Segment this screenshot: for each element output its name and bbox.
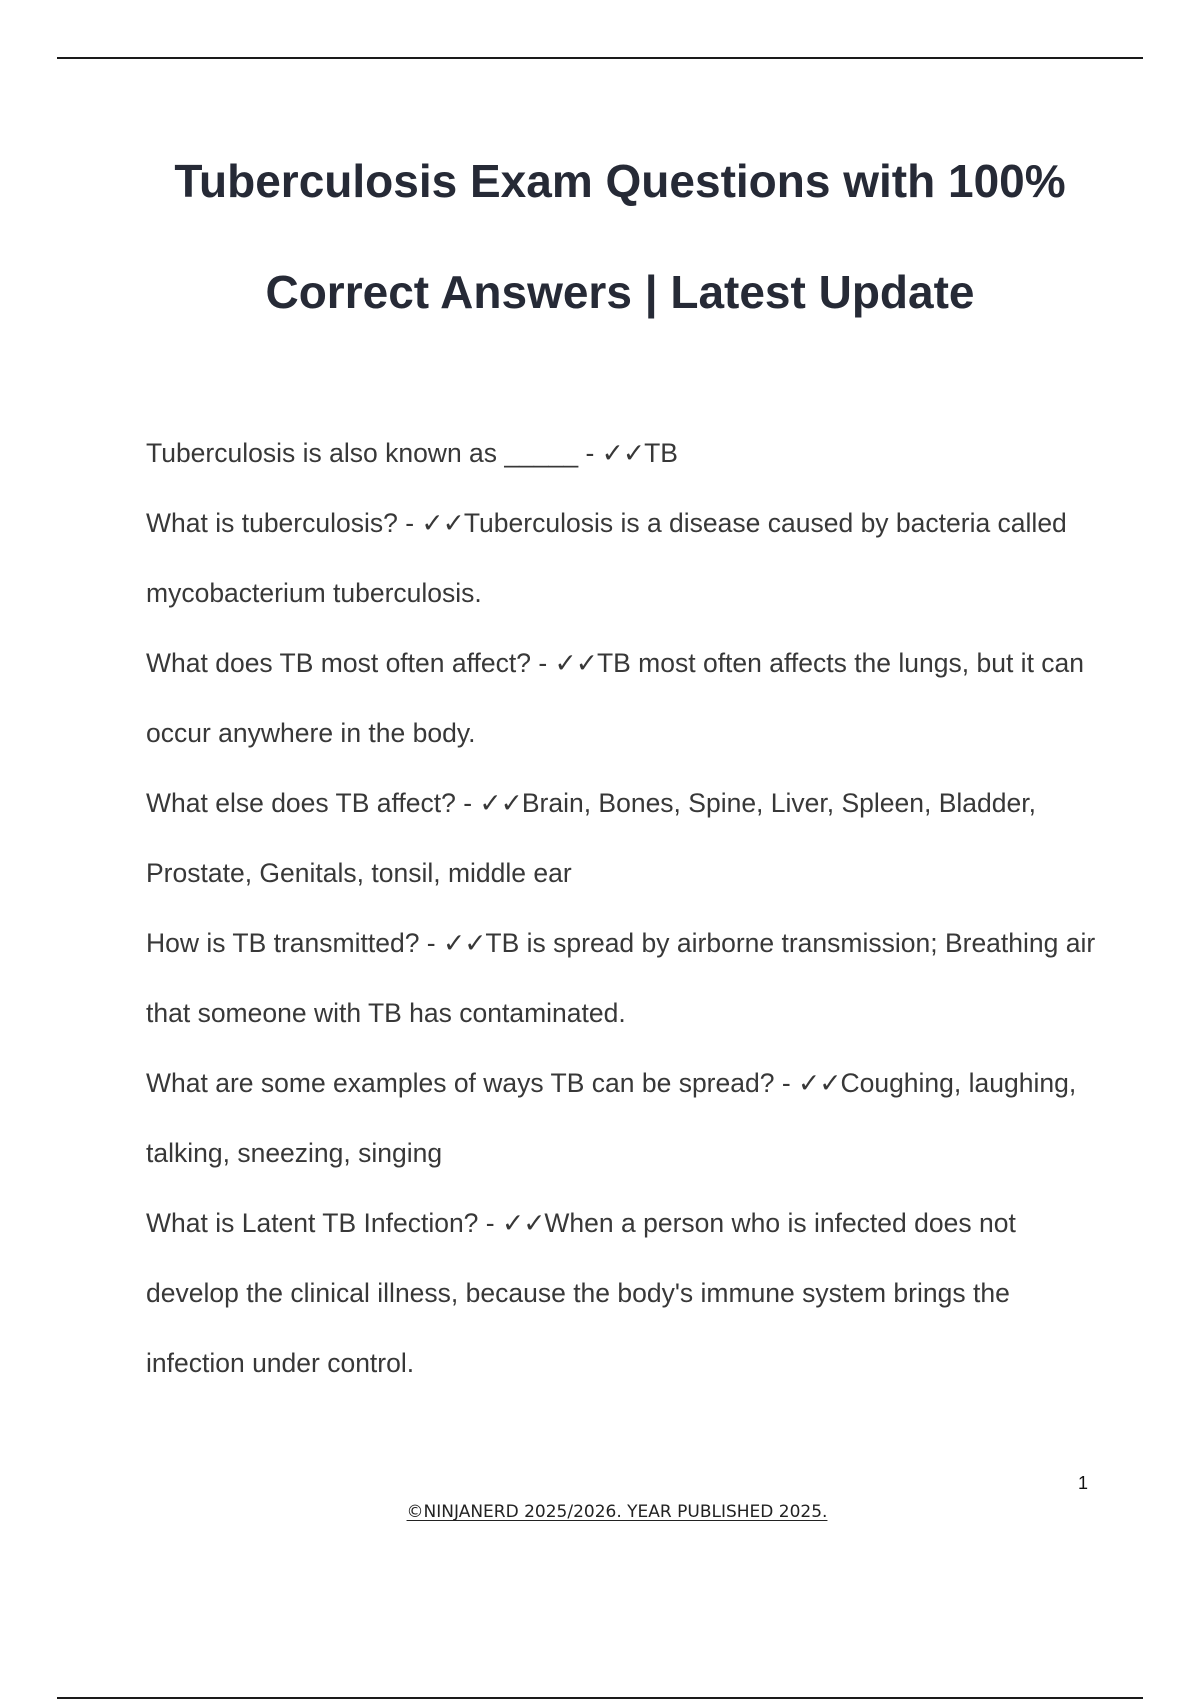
question-text: How is TB transmitted? <box>146 928 420 958</box>
document-title <box>100 126 1140 348</box>
question-text: What is Latent TB Infection? <box>146 1208 479 1238</box>
qa-separator: - <box>455 788 480 818</box>
title-line-2: Correct Answers | Latest Update <box>265 266 975 318</box>
answer-text: TB <box>644 438 678 468</box>
question-text: Tuberculosis is also known as _____ <box>146 438 579 468</box>
answer-text: TB most often affects the lungs, but it can occur anywhere in the body. <box>146 648 1085 748</box>
title-line-1: Tuberculosis Exam Questions with 100% <box>174 155 1066 207</box>
qa-separator: - <box>397 508 422 538</box>
footer-copyright <box>0 1502 1200 1522</box>
qa-item <box>146 1188 1106 1398</box>
qa-item <box>146 768 1106 908</box>
double-check-icon: ✓✓ <box>443 928 486 958</box>
qa-separator: - <box>419 928 443 958</box>
double-check-icon: ✓✓ <box>479 788 522 818</box>
qa-separator: - <box>530 648 555 678</box>
qa-separator: - <box>774 1068 799 1098</box>
qa-item <box>146 418 1106 488</box>
qa-separator: - <box>578 438 602 468</box>
answer-text: TB is spread by airborne transmission; Breathing air that someone with TB has contaminated. <box>146 928 1096 1028</box>
question-text: What does TB most often affect? <box>146 648 531 678</box>
qa-item <box>146 628 1106 768</box>
question-text: What is tuberculosis? <box>146 508 398 538</box>
double-check-icon: ✓✓ <box>554 648 597 678</box>
page-number: 1 <box>1077 1473 1088 1493</box>
question-text: What are some examples of ways TB can be spread? <box>146 1068 775 1098</box>
double-check-icon: ✓✓ <box>501 1208 545 1238</box>
question-text: What else does TB affect? <box>146 788 456 818</box>
double-check-icon: ✓✓ <box>601 438 645 468</box>
top-rule <box>57 57 1143 59</box>
double-check-icon: ✓✓ <box>421 508 464 538</box>
answer-text: Tuberculosis is a disease caused by bacteria called mycobacterium tuberculosis. <box>146 508 1067 608</box>
qa-item <box>146 488 1106 628</box>
answer-text: Brain, Bones, Spine, Liver, Spleen, Bladder, Prostate, Genitals, tonsil, middle ear <box>146 788 1036 888</box>
qa-item <box>146 1048 1106 1188</box>
qa-separator: - <box>478 1208 502 1238</box>
double-check-icon: ✓✓ <box>798 1068 841 1098</box>
qa-item <box>146 908 1106 1048</box>
answer-text: When a person who is infected does not develop the clinical illness, because the body's immune system brings the infection under control. <box>146 1208 1016 1378</box>
answer-text: Coughing, laughing, talking, sneezing, singing <box>146 1068 1077 1168</box>
bottom-rule <box>57 1697 1143 1699</box>
footer-text: ©NINJANERD 2025/2026. YEAR PUBLISHED 2025. <box>406 1502 828 1522</box>
qa-list <box>146 418 1106 1398</box>
